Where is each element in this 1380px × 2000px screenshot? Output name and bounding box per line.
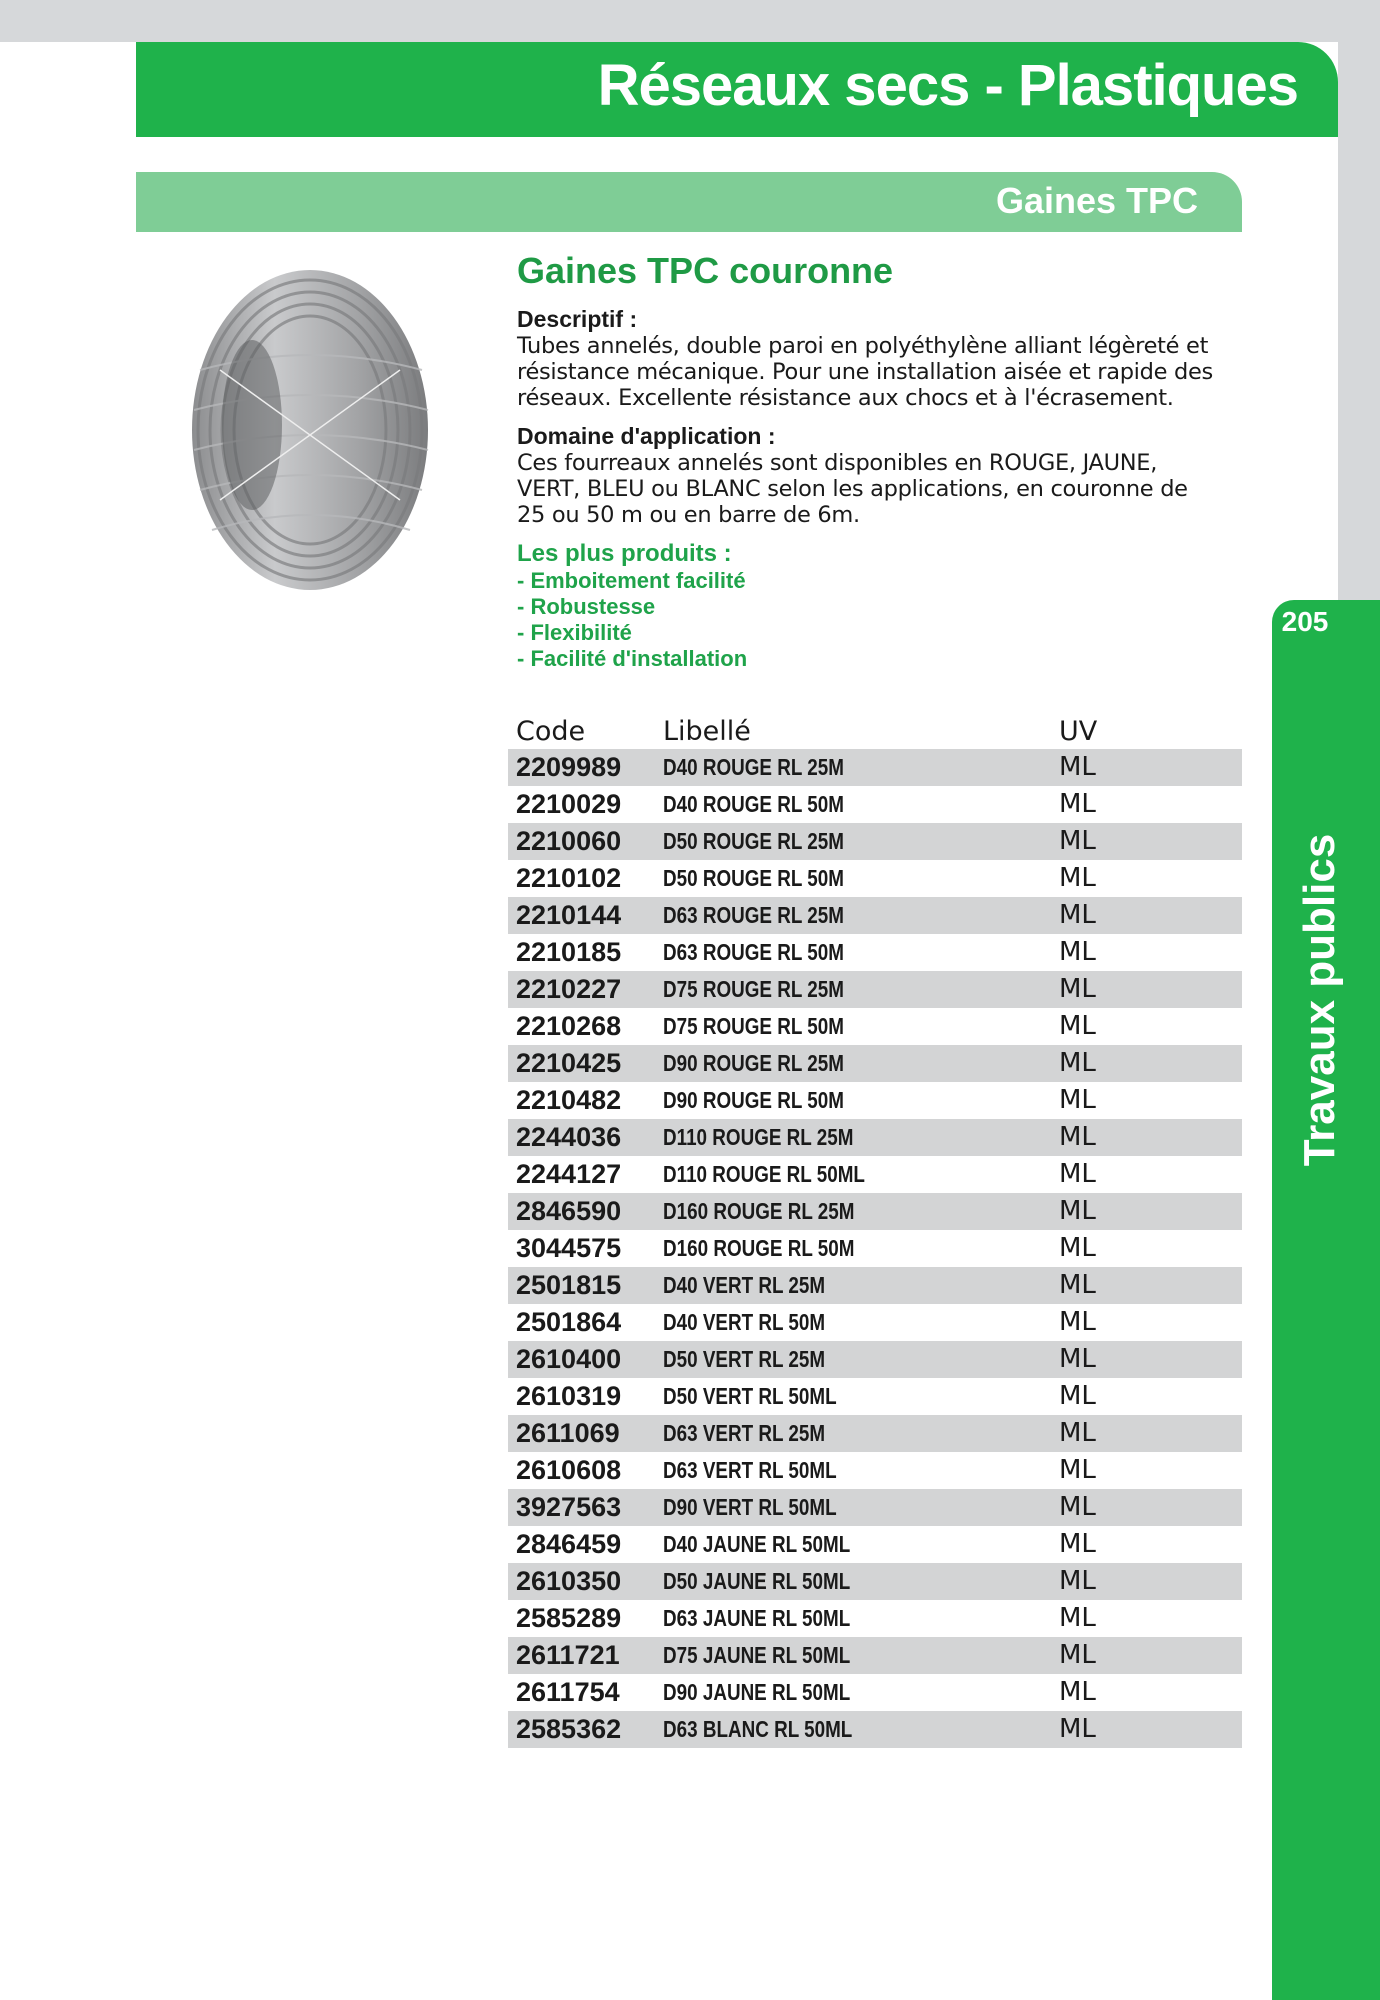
descriptif-label: Descriptif : [517, 306, 638, 332]
row-code: 3044575 [516, 1233, 622, 1263]
row-libelle: D75 JAUNE RL 50ML [663, 1642, 851, 1668]
row-uv: ML [1059, 1085, 1096, 1115]
row-uv: ML [1059, 937, 1096, 967]
row-libelle: D63 VERT RL 50ML [663, 1457, 837, 1483]
table-row [508, 786, 1242, 823]
table-row [508, 1526, 1242, 1563]
row-libelle: D160 ROUGE RL 50M [663, 1235, 855, 1261]
page-title: Réseaux secs - Plastiques [597, 53, 1298, 118]
row-uv: ML [1059, 863, 1096, 893]
header-uv: UV [1059, 716, 1098, 747]
row-uv: ML [1059, 1196, 1096, 1226]
row-libelle: D50 VERT RL 25M [663, 1346, 826, 1372]
row-uv: ML [1059, 900, 1096, 930]
table-row [508, 1563, 1242, 1600]
row-libelle: D40 JAUNE RL 50ML [663, 1531, 851, 1557]
row-code: 2611721 [516, 1640, 620, 1670]
table-header [508, 713, 1242, 749]
row-uv: ML [1059, 1270, 1096, 1300]
plus-item: - Emboitement facilité [517, 568, 746, 593]
section-bar [136, 172, 1242, 232]
table-row [508, 1600, 1242, 1637]
row-code: 2210185 [516, 937, 622, 967]
table-row [508, 1637, 1242, 1674]
row-uv: ML [1059, 826, 1096, 856]
row-code: 2210268 [516, 1011, 622, 1041]
row-libelle: D50 JAUNE RL 50ML [663, 1568, 851, 1594]
row-uv: ML [1059, 1381, 1096, 1411]
table-row [508, 1304, 1242, 1341]
row-uv: ML [1059, 974, 1096, 1004]
page-number: 205 [1281, 606, 1329, 637]
row-code: 2210029 [516, 789, 622, 819]
plus-item: - Flexibilité [517, 620, 632, 645]
row-libelle: D90 VERT RL 50ML [663, 1494, 837, 1520]
row-libelle: D63 VERT RL 25M [663, 1420, 826, 1446]
product-table [508, 713, 1242, 1748]
table-row [508, 1341, 1242, 1378]
row-uv: ML [1059, 1677, 1096, 1707]
table-row [508, 934, 1242, 971]
row-code: 2210425 [516, 1048, 622, 1078]
domaine-line: VERT, BLEU ou BLANC selon les applications, en couronne de [517, 476, 1188, 502]
descriptif-line: résistance mécanique. Pour une installation aisée et rapide des [517, 359, 1213, 385]
row-libelle: D63 ROUGE RL 50M [663, 939, 844, 965]
row-uv: ML [1059, 1233, 1096, 1263]
domaine-label: Domaine d'application : [517, 423, 776, 449]
row-code: 2611069 [516, 1418, 620, 1448]
row-libelle: D63 JAUNE RL 50ML [663, 1605, 851, 1631]
row-code: 2501815 [516, 1270, 622, 1300]
row-code: 2210227 [516, 974, 622, 1004]
row-libelle: D50 ROUGE RL 25M [663, 828, 844, 854]
row-code: 2585362 [516, 1714, 622, 1744]
row-uv: ML [1059, 1603, 1096, 1633]
row-uv: ML [1059, 1714, 1096, 1744]
table-row [508, 749, 1242, 786]
row-code: 2846590 [516, 1196, 622, 1226]
row-uv: ML [1059, 1529, 1096, 1559]
product-title: Gaines TPC couronne [517, 250, 894, 291]
row-libelle: D90 ROUGE RL 50M [663, 1087, 844, 1113]
domaine-line: 25 ou 50 m ou en barre de 6m. [517, 502, 860, 528]
right-gray-strip [1338, 0, 1380, 600]
row-libelle: D75 ROUGE RL 50M [663, 1013, 844, 1039]
header-libelle: Libellé [663, 716, 751, 747]
row-code: 2210144 [516, 900, 622, 930]
row-uv: ML [1059, 1344, 1096, 1374]
row-libelle: D75 ROUGE RL 25M [663, 976, 844, 1002]
row-code: 2501864 [516, 1307, 622, 1337]
row-uv: ML [1059, 1122, 1096, 1152]
row-libelle: D40 VERT RL 25M [663, 1272, 826, 1298]
table-row [508, 897, 1242, 934]
plus-item: - Robustesse [517, 594, 656, 619]
table-body [508, 749, 1242, 1748]
row-code: 2610319 [516, 1381, 622, 1411]
title-bar [136, 42, 1338, 137]
table-row [508, 1008, 1242, 1045]
table-row [508, 1415, 1242, 1452]
side-tab [1272, 600, 1380, 2000]
row-code: 2610350 [516, 1566, 622, 1596]
row-code: 2210102 [516, 863, 622, 893]
table-row [508, 1674, 1242, 1711]
row-uv: ML [1059, 1566, 1096, 1596]
row-libelle: D40 VERT RL 50M [663, 1309, 826, 1335]
row-code: 3927563 [516, 1492, 622, 1522]
row-uv: ML [1059, 1455, 1096, 1485]
table-row [508, 860, 1242, 897]
row-libelle: D50 ROUGE RL 50M [663, 865, 844, 891]
conduit-coil-image [160, 250, 450, 610]
row-uv: ML [1059, 1492, 1096, 1522]
table-row [508, 1489, 1242, 1526]
row-code: 2585289 [516, 1603, 622, 1633]
row-libelle: D63 BLANC RL 50ML [663, 1716, 853, 1742]
descriptif-line: Tubes annelés, double paroi en polyéthylène alliant légèreté et [517, 333, 1209, 359]
section-title: Gaines TPC [995, 180, 1198, 221]
table-row [508, 1378, 1242, 1415]
plus-produits-label: Les plus produits : [517, 540, 732, 567]
row-code: 2210060 [516, 826, 622, 856]
row-uv: ML [1059, 1307, 1096, 1337]
table-row [508, 1452, 1242, 1489]
row-libelle: D40 ROUGE RL 25M [663, 754, 844, 780]
row-code: 2610608 [516, 1455, 622, 1485]
row-uv: ML [1059, 1011, 1096, 1041]
product-description [517, 250, 1243, 672]
row-uv: ML [1059, 1048, 1096, 1078]
row-uv: ML [1059, 1418, 1096, 1448]
table-row [508, 1045, 1242, 1082]
row-libelle: D40 ROUGE RL 50M [663, 791, 844, 817]
row-code: 2244127 [516, 1159, 622, 1189]
row-libelle: D63 ROUGE RL 25M [663, 902, 844, 928]
table-row [508, 971, 1242, 1008]
row-code: 2610400 [516, 1344, 622, 1374]
row-libelle: D110 ROUGE RL 25M [663, 1124, 854, 1150]
row-uv: ML [1059, 752, 1096, 782]
domaine-line: Ces fourreaux annelés sont disponibles en ROUGE, JAUNE, [517, 450, 1158, 476]
row-uv: ML [1059, 1640, 1096, 1670]
row-code: 2244036 [516, 1122, 622, 1152]
row-code: 2210482 [516, 1085, 622, 1115]
row-libelle: D110 ROUGE RL 50ML [663, 1161, 865, 1187]
row-code: 2209989 [516, 752, 622, 782]
table-row [508, 1156, 1242, 1193]
row-libelle: D90 ROUGE RL 25M [663, 1050, 844, 1076]
row-code: 2611754 [516, 1677, 620, 1707]
table-row [508, 823, 1242, 860]
row-code: 2846459 [516, 1529, 622, 1559]
table-row [508, 1711, 1242, 1748]
table-row [508, 1082, 1242, 1119]
header-code: Code [516, 716, 586, 747]
row-uv: ML [1059, 1159, 1096, 1189]
side-category: Travaux publics [1295, 833, 1344, 1167]
plus-item: - Facilité d'installation [517, 646, 748, 671]
table-row [508, 1230, 1242, 1267]
top-band [0, 0, 1380, 42]
domaine-text [517, 450, 1243, 528]
row-libelle: D50 VERT RL 50ML [663, 1383, 837, 1409]
row-libelle: D90 JAUNE RL 50ML [663, 1679, 851, 1705]
descriptif-line: réseaux. Excellente résistance aux chocs et à l'écrasement. [517, 385, 1174, 411]
table-row [508, 1267, 1242, 1304]
row-libelle: D160 ROUGE RL 25M [663, 1198, 855, 1224]
descriptif-text [517, 333, 1243, 411]
table-row [508, 1119, 1242, 1156]
table-row [508, 1193, 1242, 1230]
row-uv: ML [1059, 789, 1096, 819]
